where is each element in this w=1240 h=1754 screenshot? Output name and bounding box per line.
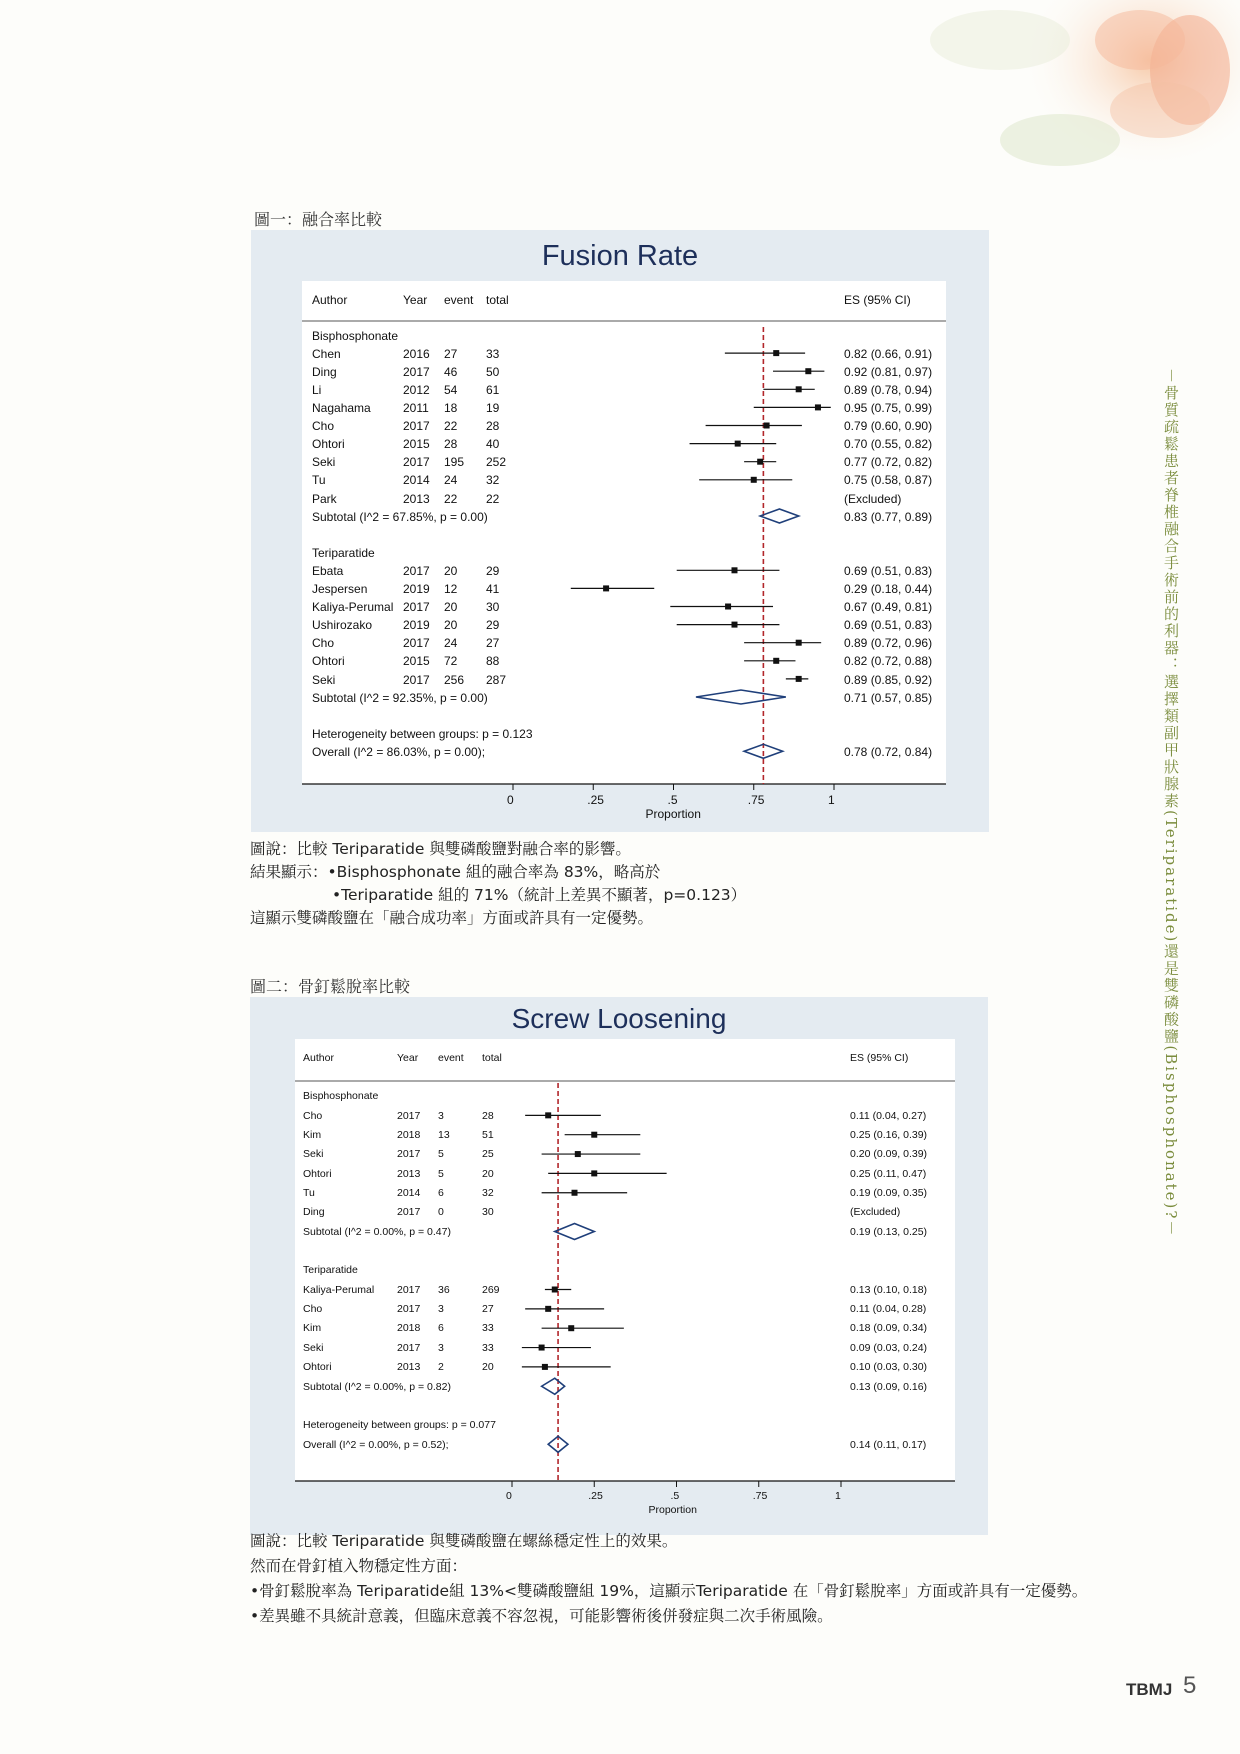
study-event: 6 [438, 1322, 444, 1335]
study-author: Kaliya-Perumal [312, 600, 394, 615]
study-author: Kaliya-Perumal [303, 1283, 375, 1296]
study-total: 51 [482, 1128, 494, 1141]
study-point [572, 1190, 578, 1196]
study-point [552, 1287, 558, 1293]
study-point [815, 404, 821, 410]
study-es-ci: 0.09 (0.03, 0.24) [850, 1341, 928, 1354]
study-es-ci: 0.82 (0.72, 0.88) [844, 654, 933, 669]
study-point [764, 423, 770, 429]
study-total: 50 [486, 364, 500, 379]
study-author: Chen [312, 346, 341, 361]
caption-line: 結果顯示：•Bisphosphonate 組的融合率為 83%，略高於 [250, 863, 661, 881]
study-year: 2013 [403, 491, 430, 506]
study-total: 29 [486, 563, 500, 578]
study-point [568, 1325, 574, 1331]
study-author: Seki [312, 455, 336, 470]
study-author: Cho [303, 1109, 323, 1122]
column-header-event: event [444, 292, 474, 307]
group-label: Teriparatide [312, 545, 375, 560]
study-point [542, 1364, 548, 1370]
study-total: 40 [486, 437, 500, 452]
study-event: 24 [444, 473, 458, 488]
study-event: 3 [438, 1109, 444, 1122]
study-author: Ohtori [303, 1361, 332, 1374]
study-event: 6 [438, 1187, 444, 1200]
subtotal-es-ci: 0.83 (0.77, 0.89) [844, 509, 933, 524]
study-year: 2018 [397, 1322, 421, 1335]
x-axis-label: Proportion [648, 1504, 697, 1516]
study-total: 27 [482, 1303, 494, 1316]
overall-label: Overall (I^2 = 86.03%, p = 0.00); [312, 744, 486, 759]
study-es-ci: 0.75 (0.58, 0.87) [844, 473, 933, 488]
study-event: 18 [444, 401, 458, 415]
screw-loosening-chart [250, 997, 988, 1535]
study-total: 41 [486, 582, 500, 596]
study-event: 20 [444, 563, 458, 578]
subtotal-diamond [542, 1378, 565, 1394]
study-es-ci: 0.69 (0.51, 0.83) [844, 618, 933, 633]
study-year: 2017 [397, 1341, 421, 1354]
study-year: 2017 [403, 364, 430, 379]
caption-line: •骨釘鬆脫率為 Teriparatide組 13%<雙磷酸鹽組 19%，這顯示Teriparatide 在「骨釘鬆脫率」方面或許具有一定優勢。 [250, 1582, 1088, 1600]
study-point [751, 477, 757, 483]
study-total: 88 [486, 654, 500, 669]
chart-title: Fusion Rate [541, 240, 699, 272]
group-label: Bisphosphonate [312, 328, 399, 343]
subtotal-es-ci: 0.13 (0.09, 0.16) [850, 1380, 928, 1393]
study-total: 61 [486, 382, 500, 397]
x-tick-label: 1 [835, 1490, 841, 1502]
study-point [545, 1112, 551, 1118]
study-event: 20 [444, 618, 458, 633]
subtotal-label: Subtotal (I^2 = 92.35%, p = 0.00) [312, 690, 488, 705]
study-point [545, 1306, 551, 1312]
study-point [773, 658, 779, 664]
column-header-year: Year [403, 292, 428, 307]
study-event: 3 [438, 1341, 444, 1354]
study-es-ci: 0.77 (0.72, 0.82) [844, 455, 933, 470]
study-year: 2015 [403, 654, 430, 669]
study-year: 2014 [403, 473, 430, 488]
study-event: 13 [438, 1128, 450, 1141]
study-total: 33 [486, 346, 500, 361]
forest-plot-graphics [250, 997, 988, 1535]
study-total: 32 [486, 473, 500, 488]
figure-2-label: 圖二：骨釘鬆脫率比較 [250, 977, 411, 996]
study-year: 2017 [397, 1206, 421, 1219]
study-es-ci: (Excluded) [844, 491, 902, 506]
overall-es-ci: 0.78 (0.72, 0.84) [844, 744, 933, 759]
group-label: Bisphosphonate [303, 1090, 379, 1103]
caption-line: •差異雖不具統計意義，但臨床意義不容忽視，可能影響術後併發症與二次手術風險。 [250, 1607, 833, 1625]
study-es-ci: 0.19 (0.09, 0.35) [850, 1187, 928, 1200]
x-tick-label: 0 [506, 1490, 512, 1502]
study-total: 32 [482, 1187, 494, 1200]
study-year: 2017 [403, 636, 430, 651]
study-year: 2017 [403, 672, 430, 687]
group-label: Teriparatide [303, 1264, 358, 1277]
study-point [773, 350, 779, 356]
x-tick-label: .25 [588, 1490, 603, 1502]
running-title: －骨質疏鬆患者脊椎融合手術前的利器：選擇類副甲狀腺素(Teriparatide)還是雙磷酸鹽(Bisphosphonate)?－ [1162, 368, 1180, 1238]
study-total: 33 [482, 1322, 494, 1335]
study-total: 33 [482, 1341, 494, 1354]
study-point [725, 604, 731, 610]
study-es-ci: 0.18 (0.09, 0.34) [850, 1322, 928, 1335]
study-author: Cho [312, 419, 335, 434]
study-year: 2016 [403, 346, 430, 361]
study-es-ci: 0.89 (0.78, 0.94) [844, 382, 933, 397]
study-event: 24 [444, 636, 458, 651]
study-total: 22 [486, 491, 500, 506]
flower-decoration [860, 0, 1240, 240]
study-total: 287 [486, 672, 507, 687]
x-tick-label: .5 [670, 1490, 680, 1502]
study-year: 2012 [403, 382, 430, 397]
subtotal-label: Subtotal (I^2 = 0.00%, p = 0.82) [303, 1380, 451, 1393]
study-author: Ushirozako [312, 618, 373, 633]
heterogeneity-note: Heterogeneity between groups: p = 0.123 [312, 726, 533, 741]
figure-1-label: 圖一：融合率比較 [254, 210, 383, 229]
fusion-rate-chart [251, 230, 989, 832]
study-event: 195 [444, 455, 465, 470]
column-header-total: total [486, 292, 509, 307]
study-total: 19 [486, 401, 500, 415]
study-year: 2017 [397, 1148, 421, 1161]
study-author: Seki [303, 1148, 324, 1161]
x-tick-label: .75 [747, 793, 765, 807]
study-event: 27 [444, 346, 458, 361]
study-event: 12 [444, 582, 458, 596]
study-year: 2013 [397, 1167, 421, 1180]
caption-line: 圖說：比較 Teriparatide 與雙磷酸鹽對融合率的影響。 [250, 840, 631, 858]
study-year: 2017 [397, 1303, 421, 1316]
subtotal-label: Subtotal (I^2 = 0.00%, p = 0.47) [303, 1225, 451, 1238]
study-total: 20 [482, 1167, 494, 1180]
study-year: 2017 [403, 455, 430, 470]
study-event: 28 [444, 437, 458, 452]
study-year: 2019 [403, 582, 430, 596]
study-year: 2017 [397, 1109, 421, 1122]
journal-brand: TBMJ [1126, 1680, 1173, 1699]
study-author: Seki [303, 1341, 324, 1354]
study-event: 36 [438, 1283, 450, 1296]
study-year: 2014 [397, 1187, 421, 1200]
x-axis-label: Proportion [645, 807, 701, 821]
study-author: Ohtori [312, 437, 345, 452]
study-author: Kim [303, 1322, 322, 1335]
study-event: 5 [438, 1148, 444, 1161]
study-total: 269 [482, 1283, 500, 1296]
study-es-ci: 0.20 (0.09, 0.39) [850, 1148, 928, 1161]
study-total: 20 [482, 1361, 494, 1374]
heterogeneity-note: Heterogeneity between groups: p = 0.077 [303, 1419, 496, 1432]
study-total: 28 [482, 1109, 494, 1122]
study-event: 2 [438, 1361, 444, 1374]
study-author: Ebata [312, 563, 344, 578]
study-year: 2018 [397, 1128, 421, 1141]
study-event: 46 [444, 364, 458, 379]
column-header-author: Author [312, 292, 348, 307]
study-author: Ohtori [303, 1167, 332, 1180]
study-point [796, 386, 802, 392]
study-author: Kim [303, 1128, 322, 1141]
study-es-ci: 0.89 (0.72, 0.96) [844, 636, 933, 651]
study-year: 2017 [403, 563, 430, 578]
study-es-ci: 0.10 (0.03, 0.30) [850, 1361, 928, 1374]
study-author: Seki [312, 672, 336, 687]
study-es-ci: 0.79 (0.60, 0.90) [844, 419, 933, 434]
study-author: Nagahama [312, 401, 371, 415]
study-point [757, 459, 763, 465]
study-total: 252 [486, 455, 507, 470]
study-es-ci: 0.11 (0.04, 0.27) [850, 1109, 927, 1122]
study-es-ci: 0.13 (0.10, 0.18) [850, 1283, 928, 1296]
study-event: 22 [444, 419, 458, 434]
forest-plot-graphics [251, 230, 989, 832]
study-es-ci: 0.70 (0.55, 0.82) [844, 437, 933, 452]
study-author: Ohtori [312, 654, 345, 669]
study-point [731, 622, 737, 628]
study-total: 28 [486, 419, 500, 434]
study-es-ci: 0.69 (0.51, 0.83) [844, 563, 933, 578]
study-year: 2017 [397, 1283, 421, 1296]
study-event: 72 [444, 654, 458, 669]
x-tick-label: .75 [752, 1490, 768, 1502]
study-author: Tu [303, 1187, 315, 1200]
subtotal-diamond [555, 1223, 594, 1239]
study-event: 0 [438, 1206, 444, 1219]
study-event: 5 [438, 1167, 444, 1180]
study-es-ci: 0.29 (0.18, 0.44) [844, 582, 933, 596]
study-point [539, 1345, 545, 1351]
study-es-ci: 0.89 (0.85, 0.92) [844, 672, 933, 687]
x-tick-label: .5 [667, 793, 678, 807]
study-es-ci: 0.92 (0.81, 0.97) [844, 364, 933, 379]
study-es-ci: 0.11 (0.04, 0.28) [850, 1303, 927, 1316]
study-author: Park [312, 491, 337, 506]
study-author: Tu [312, 473, 326, 488]
study-event: 54 [444, 382, 458, 397]
study-es-ci: 0.67 (0.49, 0.81) [844, 600, 933, 615]
caption-line: 然而在骨釘植入物穩定性方面： [250, 1557, 468, 1575]
x-tick-label: 1 [828, 793, 835, 807]
column-header-es: ES (95% CI) [850, 1052, 909, 1065]
study-es-ci: 0.82 (0.66, 0.91) [844, 346, 933, 361]
subtotal-es-ci: 0.19 (0.13, 0.25) [850, 1225, 928, 1238]
column-header-total: total [482, 1052, 502, 1065]
study-point [603, 585, 609, 591]
column-header-year: Year [397, 1052, 419, 1065]
study-es-ci: (Excluded) [850, 1206, 901, 1219]
subtotal-diamond [760, 509, 799, 523]
study-total: 25 [482, 1148, 494, 1161]
study-author: Li [312, 382, 322, 397]
study-event: 22 [444, 491, 458, 506]
study-year: 2015 [403, 437, 430, 452]
study-year: 2017 [403, 600, 430, 615]
study-author: Ding [312, 364, 337, 379]
column-header-event: event [438, 1052, 464, 1065]
study-point [796, 640, 802, 646]
overall-label: Overall (I^2 = 0.00%, p = 0.52); [303, 1438, 449, 1451]
study-es-ci: 0.95 (0.75, 0.99) [844, 401, 933, 415]
study-total: 27 [486, 636, 500, 651]
study-event: 20 [444, 600, 458, 615]
caption-line: •Teriparatide 組的 71%（統計上差異不顯著，p=0.123） [332, 886, 747, 904]
chart-title: Screw Loosening [511, 1003, 727, 1034]
study-point [575, 1151, 581, 1157]
study-year: 2017 [403, 419, 430, 434]
study-total: 30 [486, 600, 500, 615]
x-tick-label: 0 [507, 793, 514, 807]
study-point [591, 1170, 597, 1176]
study-year: 2013 [397, 1361, 421, 1374]
study-author: Cho [303, 1303, 323, 1316]
page-number: 5 [1183, 1672, 1197, 1699]
study-total: 30 [482, 1206, 494, 1219]
study-event: 3 [438, 1303, 444, 1316]
study-author: Cho [312, 636, 335, 651]
study-point [591, 1132, 597, 1138]
study-year: 2011 [403, 401, 429, 415]
study-year: 2019 [403, 618, 430, 633]
subtotal-diamond [696, 690, 786, 704]
study-author: Ding [303, 1206, 325, 1219]
study-point [731, 567, 737, 573]
overall-es-ci: 0.14 (0.11, 0.17) [850, 1438, 927, 1451]
column-header-es: ES (95% CI) [844, 292, 911, 307]
study-point [805, 368, 811, 374]
caption-line: 圖說：比較 Teriparatide 與雙磷酸鹽在螺絲穩定性上的效果。 [250, 1532, 678, 1550]
study-event: 256 [444, 672, 465, 687]
subtotal-es-ci: 0.71 (0.57, 0.85) [844, 690, 933, 705]
study-author: Jespersen [312, 582, 368, 596]
study-point [735, 441, 741, 447]
caption-line: 這顯示雙磷酸鹽在「融合成功率」方面或許具有一定優勢。 [250, 909, 654, 927]
column-header-author: Author [303, 1052, 334, 1065]
x-tick-label: .25 [587, 793, 604, 807]
study-point [796, 676, 802, 682]
subtotal-label: Subtotal (I^2 = 67.85%, p = 0.00) [312, 509, 488, 524]
study-es-ci: 0.25 (0.16, 0.39) [850, 1128, 928, 1141]
study-total: 29 [486, 618, 500, 633]
study-es-ci: 0.25 (0.11, 0.47) [850, 1167, 927, 1180]
